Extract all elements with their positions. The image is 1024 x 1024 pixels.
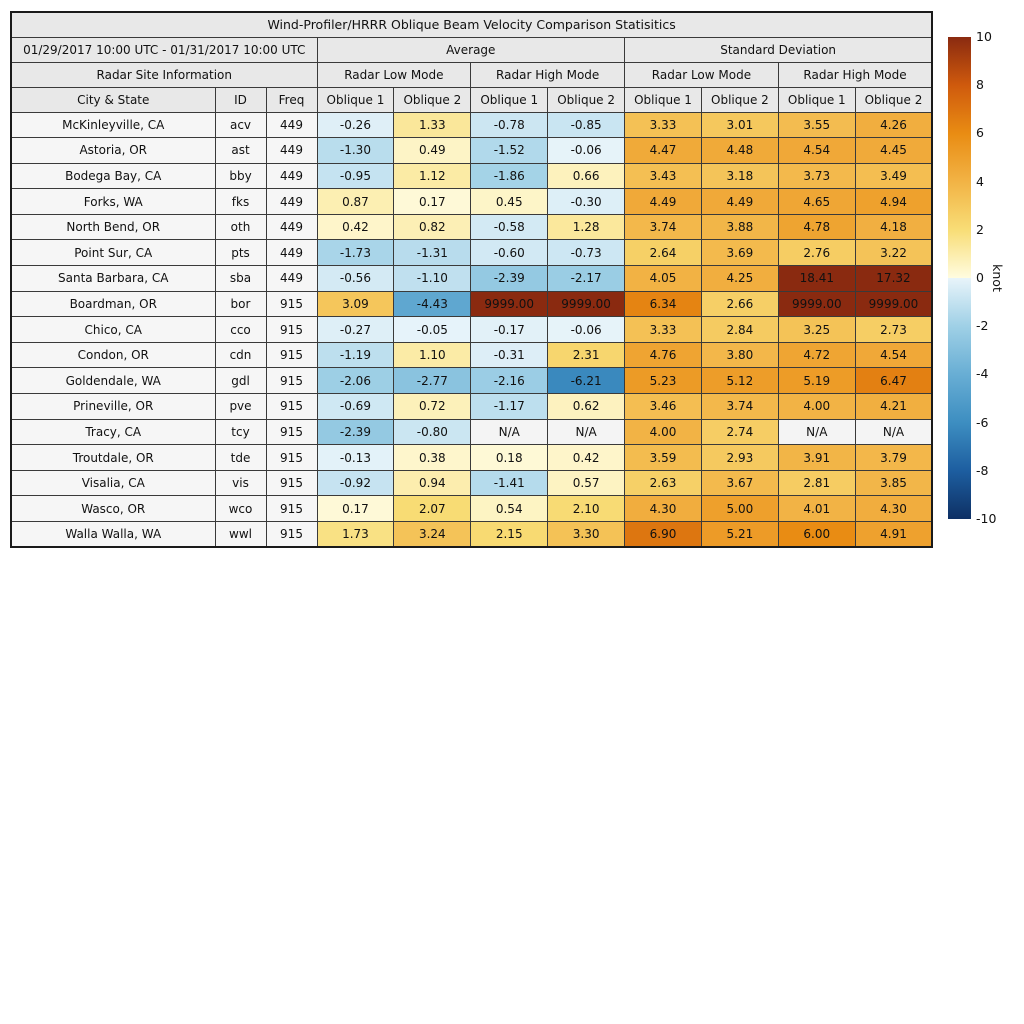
value-cell: -0.73	[548, 240, 625, 266]
value-cell: 5.23	[625, 368, 702, 394]
city-cell: Point Sur, CA	[11, 240, 215, 266]
column-header-oblique1: Oblique 1	[625, 87, 702, 112]
group-header-average: Average	[317, 37, 625, 62]
value-cell: 2.66	[701, 291, 778, 317]
city-cell: Troutdale, OR	[11, 445, 215, 471]
value-cell: 3.69	[701, 240, 778, 266]
site-id-cell: wco	[215, 496, 266, 522]
site-id-cell: sba	[215, 266, 266, 292]
column-header-oblique2: Oblique 2	[701, 87, 778, 112]
column-header-oblique2: Oblique 2	[394, 87, 471, 112]
value-cell: N/A	[778, 419, 855, 445]
table-row	[11, 317, 932, 343]
value-cell: 4.65	[778, 189, 855, 215]
value-cell: -2.16	[471, 368, 548, 394]
freq-cell: 449	[266, 240, 317, 266]
value-cell: 4.30	[625, 496, 702, 522]
value-cell: 2.31	[548, 342, 625, 368]
mode-header-row	[11, 62, 932, 87]
group-header-row	[11, 37, 932, 62]
city-cell: Wasco, OR	[11, 496, 215, 522]
value-cell: 1.33	[394, 112, 471, 138]
site-id-cell: tcy	[215, 419, 266, 445]
value-cell: 5.21	[701, 522, 778, 548]
value-cell: 3.67	[701, 470, 778, 496]
city-cell: McKinleyville, CA	[11, 112, 215, 138]
value-cell: 4.47	[625, 138, 702, 164]
value-cell: -0.05	[394, 317, 471, 343]
value-cell: 2.93	[701, 445, 778, 471]
value-cell: -2.77	[394, 368, 471, 394]
value-cell: 3.88	[701, 214, 778, 240]
value-cell: 2.76	[778, 240, 855, 266]
value-cell: 4.21	[855, 394, 932, 420]
freq-cell: 915	[266, 445, 317, 471]
site-id-cell: wwl	[215, 522, 266, 548]
value-cell: -2.39	[317, 419, 394, 445]
value-cell: 2.15	[471, 522, 548, 548]
city-cell: Bodega Bay, CA	[11, 163, 215, 189]
value-cell: 0.17	[317, 496, 394, 522]
value-cell: 2.81	[778, 470, 855, 496]
value-cell: 2.07	[394, 496, 471, 522]
city-cell: Walla Walla, WA	[11, 522, 215, 548]
section-header-site-info: Radar Site Information	[11, 62, 317, 87]
section-header-avg-low-mode: Radar Low Mode	[317, 62, 471, 87]
value-cell: -0.60	[471, 240, 548, 266]
value-cell: 2.10	[548, 496, 625, 522]
value-cell: 9999.00	[855, 291, 932, 317]
value-cell: 4.54	[855, 342, 932, 368]
site-id-cell: ast	[215, 138, 266, 164]
value-cell: 5.00	[701, 496, 778, 522]
value-cell: 0.87	[317, 189, 394, 215]
freq-cell: 915	[266, 342, 317, 368]
value-cell: 2.74	[701, 419, 778, 445]
value-cell: -0.92	[317, 470, 394, 496]
date-range: 01/29/2017 10:00 UTC - 01/31/2017 10:00 UTC	[11, 37, 317, 62]
colorbar-tick-label: 4	[976, 173, 984, 189]
value-cell: 0.82	[394, 214, 471, 240]
value-cell: 3.79	[855, 445, 932, 471]
value-cell: 1.28	[548, 214, 625, 240]
value-cell: -1.31	[394, 240, 471, 266]
freq-cell: 915	[266, 419, 317, 445]
velocity-stats-table	[10, 11, 933, 548]
city-cell: Astoria, OR	[11, 138, 215, 164]
value-cell: -0.30	[548, 189, 625, 215]
site-id-cell: pve	[215, 394, 266, 420]
value-cell: -1.30	[317, 138, 394, 164]
value-cell: -0.27	[317, 317, 394, 343]
value-cell: 0.57	[548, 470, 625, 496]
value-cell: -0.80	[394, 419, 471, 445]
table-row	[11, 445, 932, 471]
colorbar-unit-label: knot	[990, 264, 1005, 292]
value-cell: 0.45	[471, 189, 548, 215]
site-id-cell: cco	[215, 317, 266, 343]
column-header-oblique1: Oblique 1	[471, 87, 548, 112]
value-cell: -1.10	[394, 266, 471, 292]
table-row	[11, 189, 932, 215]
freq-cell: 915	[266, 394, 317, 420]
value-cell: -0.13	[317, 445, 394, 471]
table-row	[11, 214, 932, 240]
value-cell: -0.85	[548, 112, 625, 138]
table-row	[11, 470, 932, 496]
table-title: Wind-Profiler/HRRR Oblique Beam Velocity Comparison Statisitics	[11, 12, 932, 37]
value-cell: 6.90	[625, 522, 702, 548]
colorbar-tick-label: 6	[976, 125, 984, 141]
freq-cell: 915	[266, 368, 317, 394]
table-row	[11, 138, 932, 164]
value-cell: -1.17	[471, 394, 548, 420]
value-cell: 9999.00	[471, 291, 548, 317]
value-cell: 3.74	[701, 394, 778, 420]
value-cell: 4.72	[778, 342, 855, 368]
value-cell: 4.48	[701, 138, 778, 164]
colorbar-tick-label: 2	[976, 221, 984, 237]
value-cell: 3.46	[625, 394, 702, 420]
table-row	[11, 112, 932, 138]
value-cell: 3.49	[855, 163, 932, 189]
column-header-id: ID	[215, 87, 266, 112]
value-cell: 3.33	[625, 112, 702, 138]
colorbar-tick-label: -4	[976, 366, 989, 382]
value-cell: 18.41	[778, 266, 855, 292]
colorbar-tick-label: -6	[976, 414, 989, 430]
freq-cell: 449	[266, 266, 317, 292]
city-cell: Santa Barbara, CA	[11, 266, 215, 292]
freq-cell: 449	[266, 138, 317, 164]
value-cell: 3.91	[778, 445, 855, 471]
site-id-cell: cdn	[215, 342, 266, 368]
value-cell: -0.95	[317, 163, 394, 189]
city-cell: Tracy, CA	[11, 419, 215, 445]
column-header-oblique2: Oblique 2	[855, 87, 932, 112]
value-cell: 4.30	[855, 496, 932, 522]
site-id-cell: bor	[215, 291, 266, 317]
title-row	[11, 12, 932, 37]
table-row	[11, 368, 932, 394]
value-cell: 3.85	[855, 470, 932, 496]
section-header-sd-high-mode: Radar High Mode	[778, 62, 932, 87]
value-cell: 4.26	[855, 112, 932, 138]
group-header-std-deviation: Standard Deviation	[625, 37, 933, 62]
value-cell: -0.78	[471, 112, 548, 138]
column-header-oblique2: Oblique 2	[548, 87, 625, 112]
table-row	[11, 266, 932, 292]
value-cell: 4.45	[855, 138, 932, 164]
value-cell: 0.66	[548, 163, 625, 189]
value-cell: 5.12	[701, 368, 778, 394]
section-header-sd-low-mode: Radar Low Mode	[625, 62, 779, 87]
value-cell: 4.54	[778, 138, 855, 164]
value-cell: 0.42	[548, 445, 625, 471]
value-cell: -2.06	[317, 368, 394, 394]
value-cell: 0.94	[394, 470, 471, 496]
colorbar-tick-label: -2	[976, 317, 989, 333]
column-header-row	[11, 87, 932, 112]
section-header-avg-high-mode: Radar High Mode	[471, 62, 625, 87]
value-cell: 4.94	[855, 189, 932, 215]
value-cell: 1.10	[394, 342, 471, 368]
value-cell: 0.72	[394, 394, 471, 420]
value-cell: 9999.00	[778, 291, 855, 317]
value-cell: -1.86	[471, 163, 548, 189]
table-row	[11, 522, 932, 548]
value-cell: 3.09	[317, 291, 394, 317]
value-cell: 1.12	[394, 163, 471, 189]
table-row	[11, 240, 932, 266]
value-cell: 4.49	[701, 189, 778, 215]
value-cell: 3.22	[855, 240, 932, 266]
value-cell: 4.25	[701, 266, 778, 292]
colorbar-tick-label: -8	[976, 462, 989, 478]
value-cell: 1.73	[317, 522, 394, 548]
value-cell: 3.30	[548, 522, 625, 548]
colorbar-tick-label: 10	[976, 28, 992, 44]
column-header-oblique1: Oblique 1	[317, 87, 394, 112]
table-row	[11, 496, 932, 522]
value-cell: 3.33	[625, 317, 702, 343]
value-cell: 0.62	[548, 394, 625, 420]
value-cell: 4.76	[625, 342, 702, 368]
value-cell: 0.42	[317, 214, 394, 240]
city-cell: Goldendale, WA	[11, 368, 215, 394]
city-cell: Condon, OR	[11, 342, 215, 368]
value-cell: 2.73	[855, 317, 932, 343]
value-cell: 0.49	[394, 138, 471, 164]
value-cell: 17.32	[855, 266, 932, 292]
value-cell: 9999.00	[548, 291, 625, 317]
value-cell: N/A	[855, 419, 932, 445]
value-cell: -2.39	[471, 266, 548, 292]
value-cell: 0.54	[471, 496, 548, 522]
value-cell: -0.06	[548, 138, 625, 164]
value-cell: -1.19	[317, 342, 394, 368]
freq-cell: 915	[266, 496, 317, 522]
value-cell: 3.18	[701, 163, 778, 189]
city-cell: Prineville, OR	[11, 394, 215, 420]
value-cell: -4.43	[394, 291, 471, 317]
value-cell: 4.78	[778, 214, 855, 240]
column-header-freq: Freq	[266, 87, 317, 112]
value-cell: -0.69	[317, 394, 394, 420]
site-id-cell: acv	[215, 112, 266, 138]
freq-cell: 915	[266, 291, 317, 317]
value-cell: 6.34	[625, 291, 702, 317]
freq-cell: 915	[266, 522, 317, 548]
value-cell: -0.26	[317, 112, 394, 138]
colorbar-gradient	[948, 37, 971, 519]
value-cell: -0.31	[471, 342, 548, 368]
freq-cell: 449	[266, 163, 317, 189]
city-cell: Chico, CA	[11, 317, 215, 343]
value-cell: 2.84	[701, 317, 778, 343]
value-cell: 2.63	[625, 470, 702, 496]
colorbar-tick-label: 0	[976, 269, 984, 285]
value-cell: 6.47	[855, 368, 932, 394]
city-cell: Boardman, OR	[11, 291, 215, 317]
column-header-oblique1: Oblique 1	[778, 87, 855, 112]
value-cell: 0.38	[394, 445, 471, 471]
value-cell: 4.00	[778, 394, 855, 420]
site-id-cell: bby	[215, 163, 266, 189]
colorbar-tick-label: 8	[976, 76, 984, 92]
city-cell: Visalia, CA	[11, 470, 215, 496]
value-cell: -0.17	[471, 317, 548, 343]
value-cell: -1.52	[471, 138, 548, 164]
value-cell: 3.73	[778, 163, 855, 189]
table-row	[11, 419, 932, 445]
value-cell: 2.64	[625, 240, 702, 266]
value-cell: 0.18	[471, 445, 548, 471]
value-cell: 4.49	[625, 189, 702, 215]
value-cell: 3.43	[625, 163, 702, 189]
table-row	[11, 163, 932, 189]
site-id-cell: oth	[215, 214, 266, 240]
table-row	[11, 394, 932, 420]
value-cell: 5.19	[778, 368, 855, 394]
site-id-cell: fks	[215, 189, 266, 215]
value-cell: -1.41	[471, 470, 548, 496]
freq-cell: 449	[266, 214, 317, 240]
table-row	[11, 342, 932, 368]
colorbar	[948, 28, 1005, 526]
value-cell: 4.01	[778, 496, 855, 522]
value-cell: 3.01	[701, 112, 778, 138]
site-id-cell: gdl	[215, 368, 266, 394]
column-header-city: City & State	[11, 87, 215, 112]
value-cell: 4.18	[855, 214, 932, 240]
site-id-cell: pts	[215, 240, 266, 266]
city-cell: Forks, WA	[11, 189, 215, 215]
value-cell: 0.17	[394, 189, 471, 215]
freq-cell: 915	[266, 317, 317, 343]
freq-cell: 449	[266, 189, 317, 215]
colorbar-tick-label: -10	[976, 510, 997, 526]
value-cell: -2.17	[548, 266, 625, 292]
value-cell: 3.59	[625, 445, 702, 471]
value-cell: -6.21	[548, 368, 625, 394]
table-row	[11, 291, 932, 317]
site-id-cell: vis	[215, 470, 266, 496]
freq-cell: 449	[266, 112, 317, 138]
value-cell: 3.74	[625, 214, 702, 240]
value-cell: 3.24	[394, 522, 471, 548]
site-id-cell: tde	[215, 445, 266, 471]
freq-cell: 915	[266, 470, 317, 496]
value-cell: -0.58	[471, 214, 548, 240]
value-cell: -0.06	[548, 317, 625, 343]
value-cell: -0.56	[317, 266, 394, 292]
value-cell: 3.80	[701, 342, 778, 368]
value-cell: N/A	[471, 419, 548, 445]
value-cell: 4.05	[625, 266, 702, 292]
city-cell: North Bend, OR	[11, 214, 215, 240]
value-cell: 4.91	[855, 522, 932, 548]
value-cell: 4.00	[625, 419, 702, 445]
value-cell: 3.25	[778, 317, 855, 343]
value-cell: 6.00	[778, 522, 855, 548]
value-cell: -1.73	[317, 240, 394, 266]
value-cell: N/A	[548, 419, 625, 445]
value-cell: 3.55	[778, 112, 855, 138]
